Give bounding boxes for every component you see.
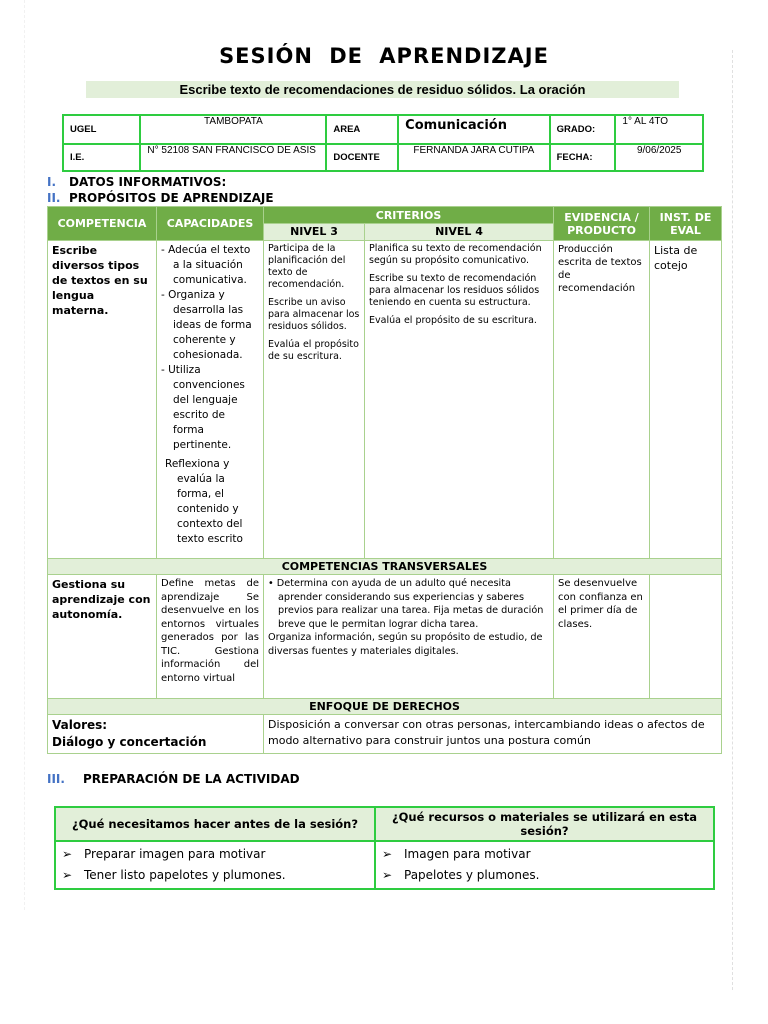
list-item: ➢ Preparar imagen para motivar: [62, 844, 368, 865]
evidencia-cell: Producción escrita de textos de recomendación: [554, 241, 650, 559]
list-item: Escribe un aviso para almacenar los residuos sólidos.: [268, 297, 360, 332]
enfoque-band: ENFOQUE DE DERECHOS: [48, 699, 722, 715]
list-item: ➢ Papelotes y plumones.: [382, 865, 707, 886]
margin-guide-left: [24, 0, 25, 910]
valores-label: Valores:: [52, 718, 108, 732]
transversal-instrumento-cell: [650, 575, 722, 699]
list-item: Participa de la planificación del texto de recomendación.: [268, 243, 346, 290]
list-item: Evalúa el propósito de su escritura.: [369, 315, 537, 326]
ie-value: N° 52108 SAN FRANCISCO DE ASIS: [140, 144, 326, 171]
ie-label: I.E.: [63, 144, 140, 171]
header-instrumento: INST. DE EVAL: [650, 207, 722, 241]
page-title: SESIÓN DE APRENDIZAJE: [219, 44, 549, 68]
arrow-bullet-icon: ➢: [62, 868, 73, 882]
list-item: ➢ Imagen para motivar: [382, 844, 707, 865]
arrow-bullet-icon: ➢: [62, 847, 73, 861]
list-item: Escribe su texto de recomendación para almacenar los residuos sólidos teniendo en cuenta su estructura.: [369, 273, 540, 308]
capacidades-cell: [157, 241, 264, 559]
ugel-value: TAMBOPATA: [140, 115, 326, 144]
prep-materials-cell: [375, 841, 714, 889]
section-datos-informativos: [47, 175, 226, 189]
prep-question-materials: ¿Qué recursos o materiales se utilizará en esta sesión?: [375, 807, 714, 841]
header-evidencia: EVIDENCIA / PRODUCTO: [554, 207, 650, 241]
arrow-bullet-icon: ➢: [382, 847, 393, 861]
grado-label: GRADO:: [550, 115, 616, 144]
nivel-3-cell: [264, 241, 365, 559]
ugel-label: UGEL: [63, 115, 140, 144]
section-number: II.: [47, 191, 61, 205]
list-item: - Organiza y desarrolla las ideas de forma coherente y cohesionada.: [161, 289, 252, 361]
area-value: Comunicación: [398, 115, 549, 144]
header-nivel-4: NIVEL 4: [365, 224, 554, 241]
prep-before-cell: [55, 841, 375, 889]
section-number: III.: [47, 772, 65, 786]
docente-value: FERNANDA JARA CUTIPA: [398, 144, 549, 171]
capacidad-reflexiona: Reflexiona y evalúa la forma, el contenido y contexto del texto escrito: [165, 458, 243, 545]
capacidades-list: [161, 243, 259, 453]
fecha-value: 9/06/2025: [615, 144, 703, 171]
margin-guide-right: [732, 50, 733, 990]
section-heading: DATOS INFORMATIVOS:: [69, 175, 227, 189]
section-heading: PROPÓSITOS DE APRENDIZAJE: [69, 191, 274, 205]
nivel-4-cell: [365, 241, 554, 559]
list-item: Evalúa el propósito de su escritura.: [268, 339, 359, 362]
fecha-label: FECHA:: [550, 144, 616, 171]
info-table: [62, 114, 704, 172]
learning-purposes-table: [47, 206, 722, 754]
header-nivel-3: NIVEL 3: [264, 224, 365, 241]
area-label: AREA: [326, 115, 398, 144]
transversal-criterios-cell: [264, 575, 554, 699]
transversales-band: COMPETENCIAS TRANSVERSALES: [48, 559, 722, 575]
session-subtitle: Escribe texto de recomendaciones de residuo sólidos. La oración: [86, 81, 679, 98]
preparation-table: [54, 806, 715, 890]
instrumento-cell: Lista de cotejo: [650, 241, 722, 559]
grado-value: 1° AL 4TO: [615, 115, 703, 144]
prep-question-before: ¿Qué necesitamos hacer antes de la sesión?: [55, 807, 375, 841]
list-item: Planifica su texto de recomendación según su propósito comunicativo.: [369, 243, 542, 266]
list-item: • Determina con ayuda de un adulto qué necesita aprender considerando sus experiencias y saberes previos para realizar una tarea. Fija metas de duración breve que le permitan lograr dicha tarea.: [268, 578, 544, 630]
enfoque-text-cell: Disposición a conversar con otras personas, intercambiando ideas o afectos de modo alternativo para construir juntos una postura común: [264, 715, 722, 754]
section-number: I.: [47, 175, 57, 189]
header-capacidades: CAPACIDADES: [157, 207, 264, 241]
header-competencia: COMPETENCIA: [48, 207, 157, 241]
list-item: - Utiliza convenciones del lenguaje escrito de forma pertinente.: [161, 364, 245, 451]
section-preparacion: [47, 772, 300, 786]
list-item: ➢ Tener listo papelotes y plumones.: [62, 865, 368, 886]
header-criterios: CRITERIOS: [264, 207, 554, 224]
list-item: - Adecúa el texto a la situación comunicativa.: [161, 244, 251, 286]
docente-label: DOCENTE: [326, 144, 398, 171]
transversal-capacidades-cell: Define metas de aprendizaje Se desenvuelve en los entornos virtuales generados por las TIC. Gestiona información del entorno virtual: [157, 575, 264, 699]
valores-value: Diálogo y concertación: [52, 735, 207, 749]
arrow-bullet-icon: ➢: [382, 868, 393, 882]
transversal-evidencia-cell: Se desenvuelve con confianza en el primer día de clases.: [554, 575, 650, 699]
transversal-competencia-cell: Gestiona su aprendizaje con autonomía.: [48, 575, 157, 699]
competencia-cell: Escribe diversos tipos de textos en su lengua materna.: [48, 241, 157, 559]
list-item: Organiza información, según su propósito de estudio, de diversas fuentes y materiales digitales.: [268, 632, 543, 657]
section-propositos: [47, 191, 274, 205]
section-heading: PREPARACIÓN DE LA ACTIVIDAD: [83, 772, 300, 786]
valores-cell: [48, 715, 264, 754]
